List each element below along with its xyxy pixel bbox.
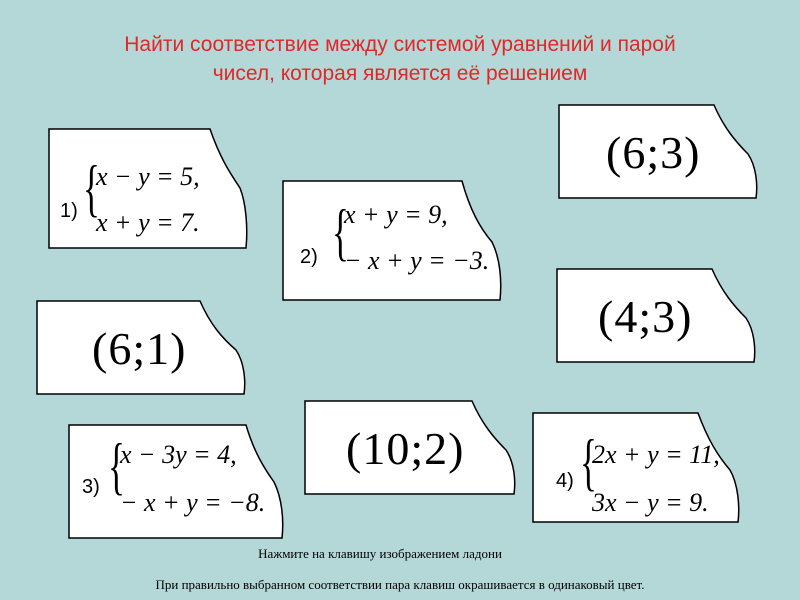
- equation-2: 3x − y = 9.: [592, 488, 709, 517]
- brace-icon: {: [83, 152, 100, 223]
- system-number: 4): [556, 470, 574, 492]
- equation-1: 2x + y = 11,: [592, 440, 720, 469]
- page-title: [0, 30, 800, 88]
- system-number: 2): [300, 246, 318, 268]
- equation-1: x − 3y = 4,: [120, 440, 237, 469]
- equation-2: x + y = 7.: [96, 208, 200, 237]
- system-card-4[interactable]: [532, 412, 742, 524]
- pair-value: (6;3): [606, 127, 701, 178]
- brace-icon: {: [332, 196, 349, 267]
- system-card-2[interactable]: [282, 180, 504, 302]
- pair-value: (6;1): [92, 323, 187, 374]
- pair-card-6-1[interactable]: [36, 300, 248, 396]
- title-line-2: чисел, которая является её решением: [212, 62, 588, 85]
- system-card-3[interactable]: [68, 424, 286, 540]
- pair-card-10-2[interactable]: [304, 400, 518, 496]
- system-number: 3): [82, 476, 100, 498]
- pair-value: (10;2): [346, 423, 465, 474]
- equation-1: x − y = 5,: [96, 162, 200, 191]
- brace-icon: {: [580, 426, 597, 497]
- system-number: 1): [60, 200, 78, 222]
- instruction-line-1: Нажмите на клавишу изображением ладони: [258, 546, 502, 561]
- equation-1: x + y = 9,: [344, 200, 448, 229]
- equation-2: − x + y = −3.: [344, 246, 490, 275]
- pair-card-4-3[interactable]: [556, 268, 756, 364]
- system-card-1[interactable]: [48, 128, 248, 250]
- instruction-line-2: При правильно выбранном соответствии пара клавиш окрашивается в одинаковый цвет.: [155, 577, 645, 592]
- pair-value: (4;3): [598, 291, 693, 342]
- card-shape: [282, 180, 504, 302]
- brace-icon: {: [108, 430, 125, 501]
- equation-2: − x + y = −8.: [120, 488, 266, 517]
- title-line-1: Найти соответствие между системой уравнений и парой: [124, 33, 676, 56]
- pair-card-6-3[interactable]: [558, 104, 758, 200]
